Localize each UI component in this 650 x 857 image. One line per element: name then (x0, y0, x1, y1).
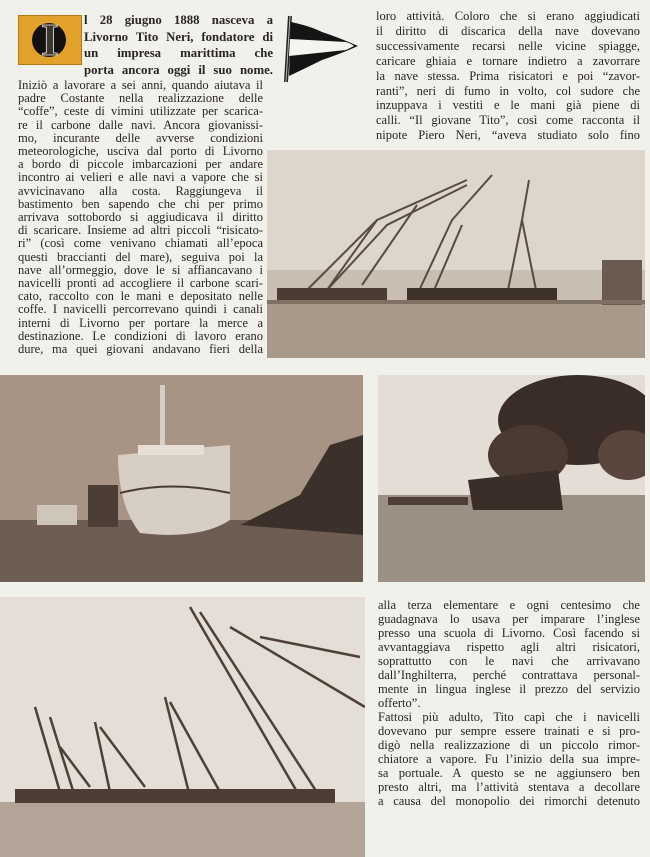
text-line: ranti”, neri di fumo in volto, col sudore che (376, 83, 640, 98)
text-line: ri” (così come venivano chiamati all’epoca (18, 237, 263, 251)
text-line: presto altri, ma l’attività stentava a decollare (378, 780, 640, 794)
text-line: nipote Piero Neri, “aveva studiato solo fino (376, 128, 640, 143)
text-line: Iniziò a lavorare a sei anni, quando aiutava il (18, 79, 263, 92)
text-line: caricare ghiaia e tornare indietro a zavorrare (376, 53, 640, 68)
photo-floating-cranes-harbour (267, 150, 645, 358)
text-line: dure, ma quei giovani andavano fieri della (18, 343, 263, 357)
article-column-right-top (376, 9, 640, 143)
text-line: guadagnava lo usava per imparare l’inglese (378, 612, 640, 626)
text-line: coffe. I navicelli percorrevano quindi i canali (18, 303, 263, 317)
text-line: loro attività. Coloro che si erano aggiudicati (376, 9, 640, 23)
text-line: dall’Inghilterra, perché contrattava personal- (378, 668, 640, 682)
drop-cap-letter: I (41, 14, 59, 65)
text-line: meteorologiche, usciva dal porto di Livorno (18, 145, 263, 159)
text-line: calli. “Il giovane Tito”, così come racconta il (376, 113, 640, 128)
text-line: dovevano pur sempre essere trainati e si pro- (378, 724, 640, 738)
text-line: Fattosi più adulto, Tito capì che i navicelli (378, 710, 640, 724)
text-line: l 28 giugno 1888 nasceva a (84, 13, 273, 27)
text-line: Livorno Tito Neri, fondatore di (84, 29, 273, 44)
photo-crane-fleet (0, 597, 365, 857)
text-line: il diritto di discarica della nave dovevano (376, 23, 640, 38)
text-line: padre Costante nella realizzazione delle (18, 92, 263, 106)
text-line: di scaricare. Insieme ad altri piccoli “risicato- (18, 224, 263, 238)
text-line: avvicinavano alla costa. Raggiungeva il (18, 184, 263, 198)
text-line: incontro ai velieri e alle navi a vapore che si (18, 171, 263, 185)
text-line: inzuppava i vestiti e le mani già piene di (376, 98, 640, 113)
text-line: chiatore a vapore. Fu l’inizio della sua impre- (378, 752, 640, 766)
article-column-left (18, 79, 263, 356)
text-line: digò nella realizzazione di un piccolo rimor- (378, 738, 640, 752)
text-line: cato, raccolto con le mani e depositato nelle (18, 290, 263, 304)
article-intro (84, 12, 273, 78)
text-line: interni di Livorno per portare la merce a (18, 316, 263, 330)
text-line: un impresa marittima che (84, 46, 273, 60)
text-line: destinazione. Le condizioni di lavoro erano (18, 329, 263, 343)
text-line: a bordo di piccole imbarcazioni per andare (18, 158, 263, 172)
text-line: re il carbone dalle navi. Ancora giovanissi- (18, 118, 263, 132)
text-line: successivamente recarsi nelle vicine spiagge, (376, 38, 640, 53)
text-line: a causa del monopolio dei rimorchi detenuto (378, 794, 640, 808)
text-line: mente in lingua inglese il prezzo del servizio (378, 682, 640, 696)
paragraph (378, 598, 640, 710)
company-pennant-flag-icon (280, 12, 360, 84)
text-line: bastimento ben sapendo che chi per primo (18, 197, 263, 211)
photo-burning-ship (378, 375, 645, 582)
article-column-right-bottom (378, 598, 640, 808)
text-line: sa portuale. A questo se ne aggiunsero ben (378, 766, 640, 780)
text-line: “coffe”, ceste di vimini utilizzate per scarica- (18, 105, 263, 119)
text-line: navicelli pronti ad accogliere il carbone scari- (18, 277, 263, 291)
text-line: arrivava sottobordo si aggiudicava il diritto (18, 211, 263, 225)
text-line: alla terza elementare e ogni centesimo che (378, 598, 640, 612)
text-line: porta ancora oggi il suo nome. (84, 62, 273, 77)
text-line: avvantaggiava rispetto agli altri risicatori, (378, 640, 640, 654)
text-line: nave all’ormeggio, dove le si affiancavano i (18, 263, 263, 277)
photo-passenger-ship-aground (0, 375, 363, 582)
text-line: offerto”. (378, 696, 421, 710)
drop-cap (18, 15, 82, 65)
text-line: questi braccianti del mare), seguiva poi la (18, 250, 263, 264)
text-line: la nave stessa. Prima risicatori e poi “zavor- (376, 68, 640, 83)
text-line: mo, incurante delle avverse condizioni (18, 131, 263, 145)
text-line: soprattutto con le navi che arrivavano (378, 654, 640, 668)
text-line: presso una scuola di Livorno. Così facendo si (378, 626, 640, 640)
paragraph (378, 710, 640, 808)
